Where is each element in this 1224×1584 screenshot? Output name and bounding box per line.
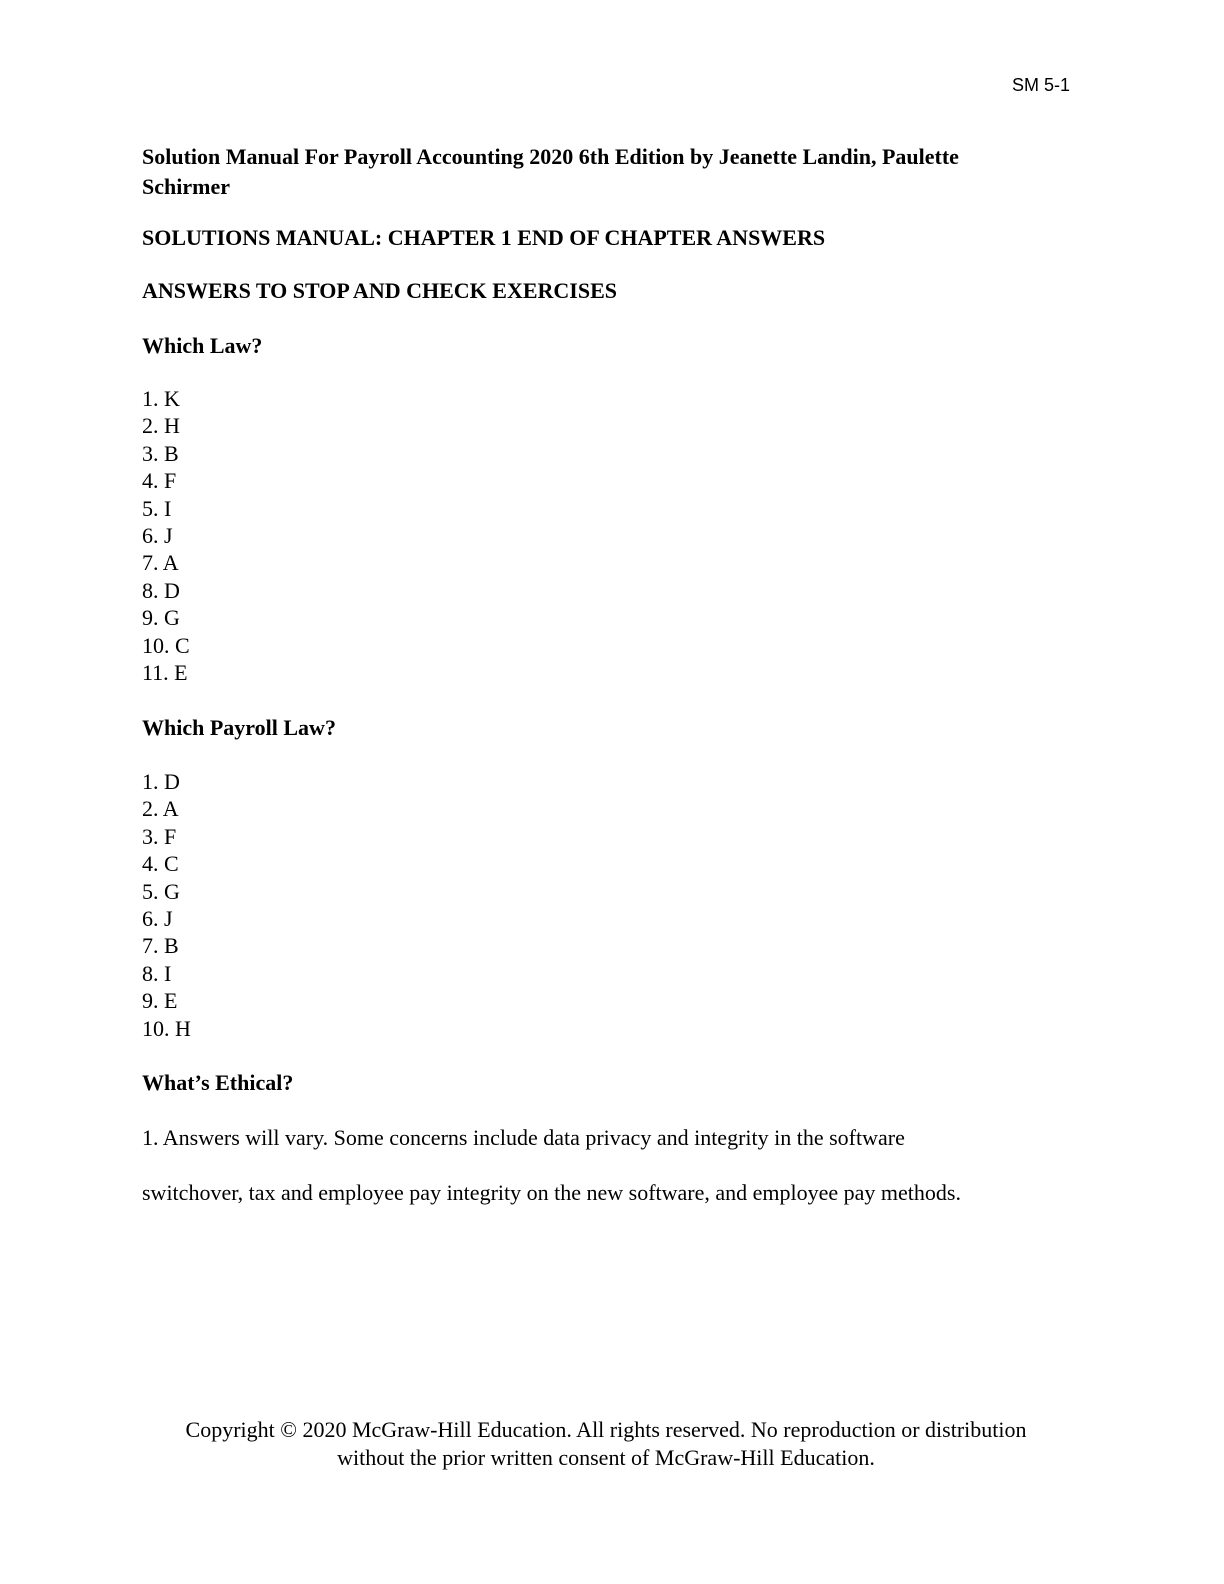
copyright-footer: Copyright © 2020 McGraw-Hill Education. All rights reserved. No reproduction or distribution <box>185 1417 1027 1442</box>
ethical-answer-line: 1. Answers will vary. Some concerns include data privacy and integrity in the software <box>142 1125 905 1150</box>
answer-item: 9. G <box>142 605 180 631</box>
copyright-footer: without the prior written consent of McGraw-Hill Education. <box>337 1445 875 1470</box>
section-title-which-law: Which Law? <box>142 333 263 358</box>
section-title-which-payroll-law: Which Payroll Law? <box>142 715 336 740</box>
answer-item: 8. I <box>142 960 172 986</box>
answer-item: 3. F <box>142 823 177 849</box>
answer-item: 4. C <box>142 851 179 877</box>
answer-item: 7. B <box>142 933 179 959</box>
document-title-continued: Schirmer <box>142 174 230 199</box>
chapter-heading: SOLUTIONS MANUAL: CHAPTER 1 END OF CHAPTER ANSWERS <box>142 225 826 250</box>
section-title-whats-ethical: What’s Ethical? <box>142 1070 294 1095</box>
document-title: Solution Manual For Payroll Accounting 2020 6th Edition by Jeanette Landin, Paulette <box>142 144 959 169</box>
ethical-answer-line: switchover, tax and employee pay integrity on the new software, and employee pay methods. <box>142 1180 961 1205</box>
answer-item: 10. C <box>142 632 190 658</box>
answer-item: 5. I <box>142 495 172 521</box>
answer-item: 7. A <box>142 550 179 576</box>
page-number-label: SM 5-1 <box>1011 75 1070 95</box>
answer-item: 2. H <box>142 413 180 439</box>
answer-item: 9. E <box>142 988 178 1014</box>
answer-item: 6. J <box>142 523 173 548</box>
answer-item: 5. G <box>142 878 180 904</box>
answer-item: 10. H <box>142 1015 191 1041</box>
answer-item: 6. J <box>142 906 173 931</box>
answer-item: 8. D <box>142 577 180 603</box>
exercises-heading: ANSWERS TO STOP AND CHECK EXERCISES <box>142 278 617 303</box>
answer-item: 11. E <box>142 660 188 685</box>
answer-item: 1. K <box>142 386 180 411</box>
answer-item: 4. F <box>142 468 177 494</box>
answer-item: 1. D <box>142 769 180 794</box>
answer-item: 3. B <box>142 440 179 466</box>
answer-item: 2. A <box>142 796 179 822</box>
